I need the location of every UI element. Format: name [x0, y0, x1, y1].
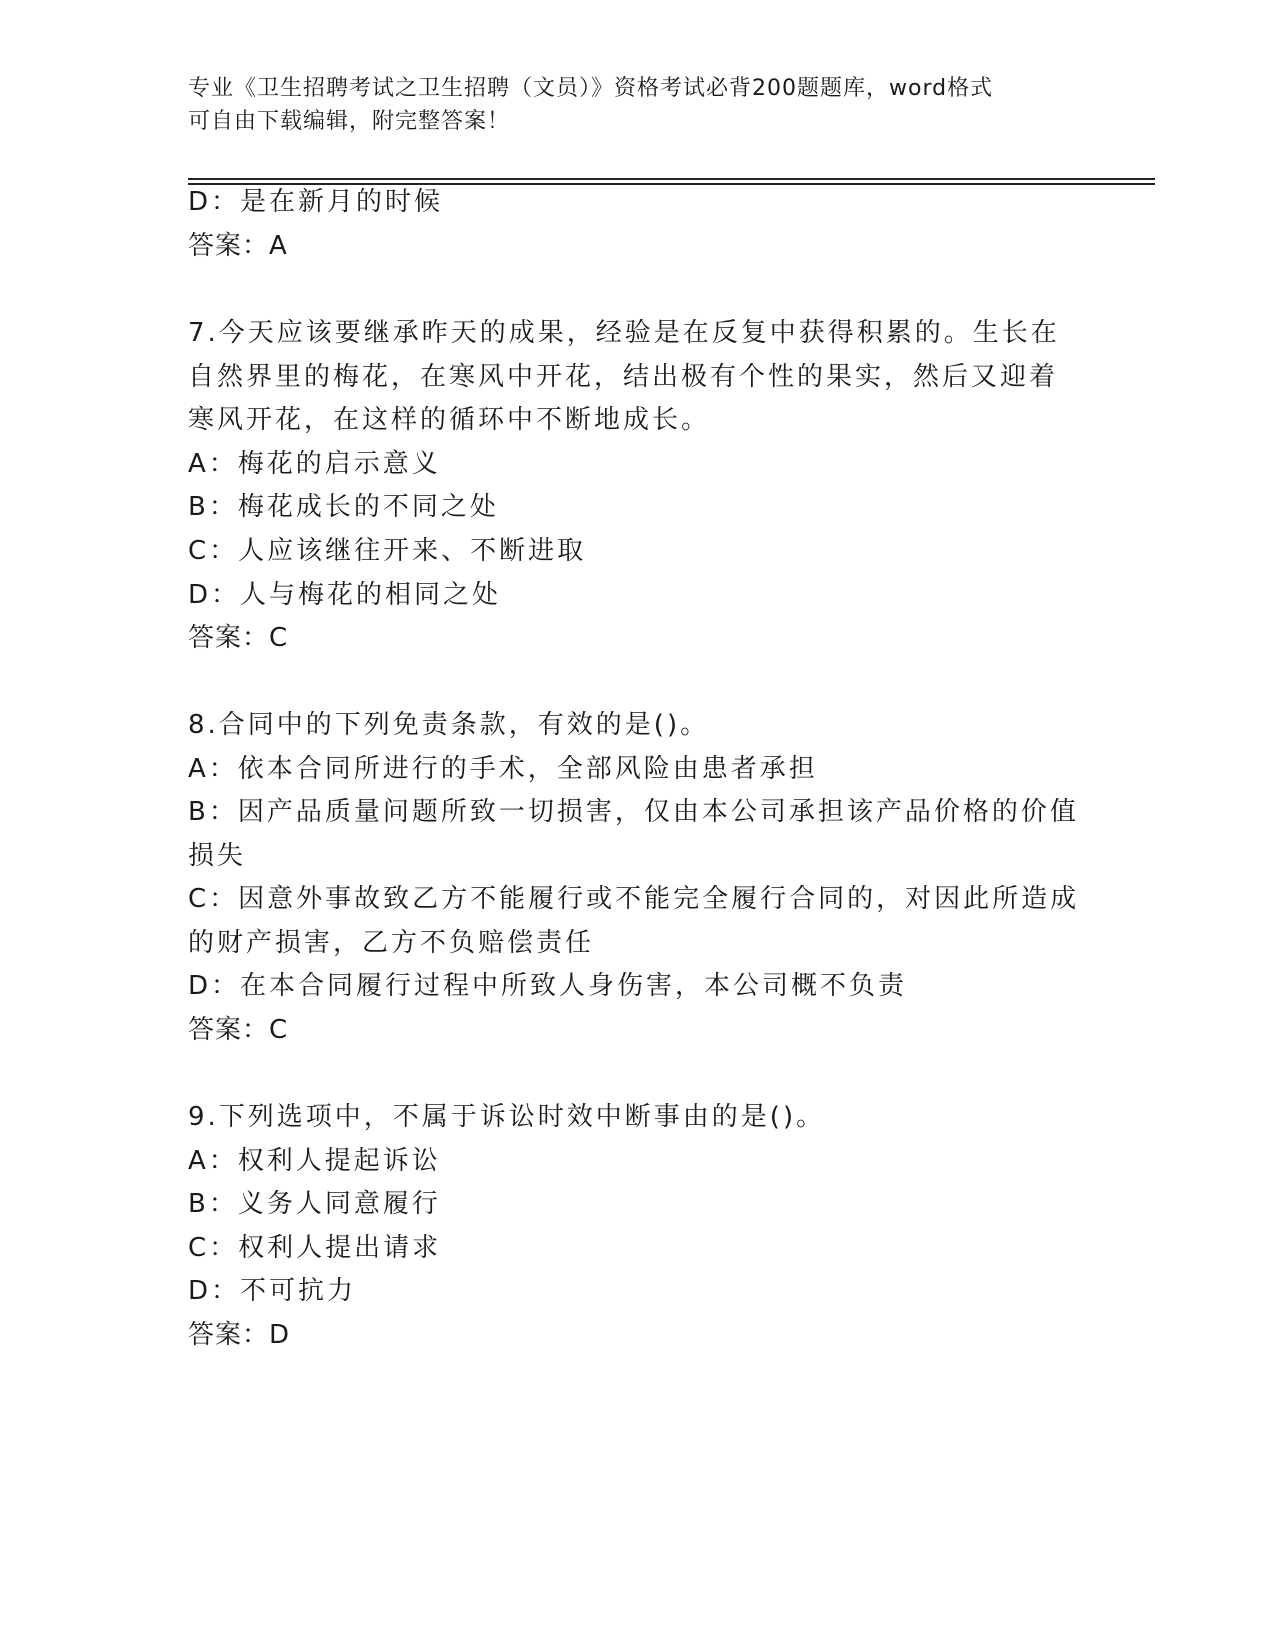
document-header	[188, 72, 1068, 138]
prev-option-d: D：是在新月的时候	[188, 187, 444, 217]
prev-answer: 答案：A	[188, 231, 288, 261]
q9-option-b: B：义务人同意履行	[188, 1189, 441, 1219]
q7-stem-line-1: 7.今天应该要继承昨天的成果，经验是在反复中获得积累的。生长在	[188, 318, 1060, 348]
q8-option-b-line-1: B：因产品质量问题所致一切损害，仅由本公司承担该产品价格的价值	[188, 797, 1079, 827]
q7-answer: 答案：C	[188, 623, 289, 653]
q9-option-a: A：权利人提起诉讼	[188, 1146, 441, 1176]
q7-stem-line-3: 寒风开花，在这样的循环中不断地成长。	[188, 405, 711, 435]
q8-option-c-line-2: 的财产损害，乙方不负赔偿责任	[188, 928, 595, 958]
q8-answer: 答案：C	[188, 1015, 289, 1045]
q8-option-b-line-2: 损失	[188, 841, 247, 871]
q9-option-d: D：不可抗力	[188, 1276, 357, 1306]
q9-option-c: C：权利人提出请求	[188, 1233, 442, 1263]
header-title-line-1: 专业《卫生招聘考试之卫生招聘（文员）》资格考试必背200题题库，word格式	[188, 76, 994, 101]
q7-option-a: A：梅花的启示意义	[188, 449, 441, 479]
q7-option-c: C：人应该继往开来、不断进取	[188, 536, 587, 566]
q9-answer: 答案：D	[188, 1320, 291, 1350]
q7-option-d: D：人与梅花的相同之处	[188, 580, 502, 610]
q8-stem: 8.合同中的下列免责条款，有效的是()。	[188, 710, 710, 740]
q7-stem-line-2: 自然界里的梅花，在寒风中开花，结出极有个性的果实，然后又迎着	[188, 362, 1059, 392]
q8-option-c-line-1: C：因意外事故致乙方不能履行或不能完全履行合同的，对因此所造成	[188, 884, 1080, 914]
header-title-line-2: 可自由下载编辑，附完整答案！	[188, 109, 511, 134]
header-rule-top	[188, 178, 1155, 180]
q9-stem: 9.下列选项中，不属于诉讼时效中断事由的是()。	[188, 1102, 826, 1132]
q7-option-b: B：梅花成长的不同之处	[188, 492, 499, 522]
q8-option-a: A：依本合同所进行的手术，全部风险由患者承担	[188, 754, 818, 784]
q8-option-d: D：在本合同履行过程中所致人身伤害，本公司概不负责	[188, 971, 908, 1001]
